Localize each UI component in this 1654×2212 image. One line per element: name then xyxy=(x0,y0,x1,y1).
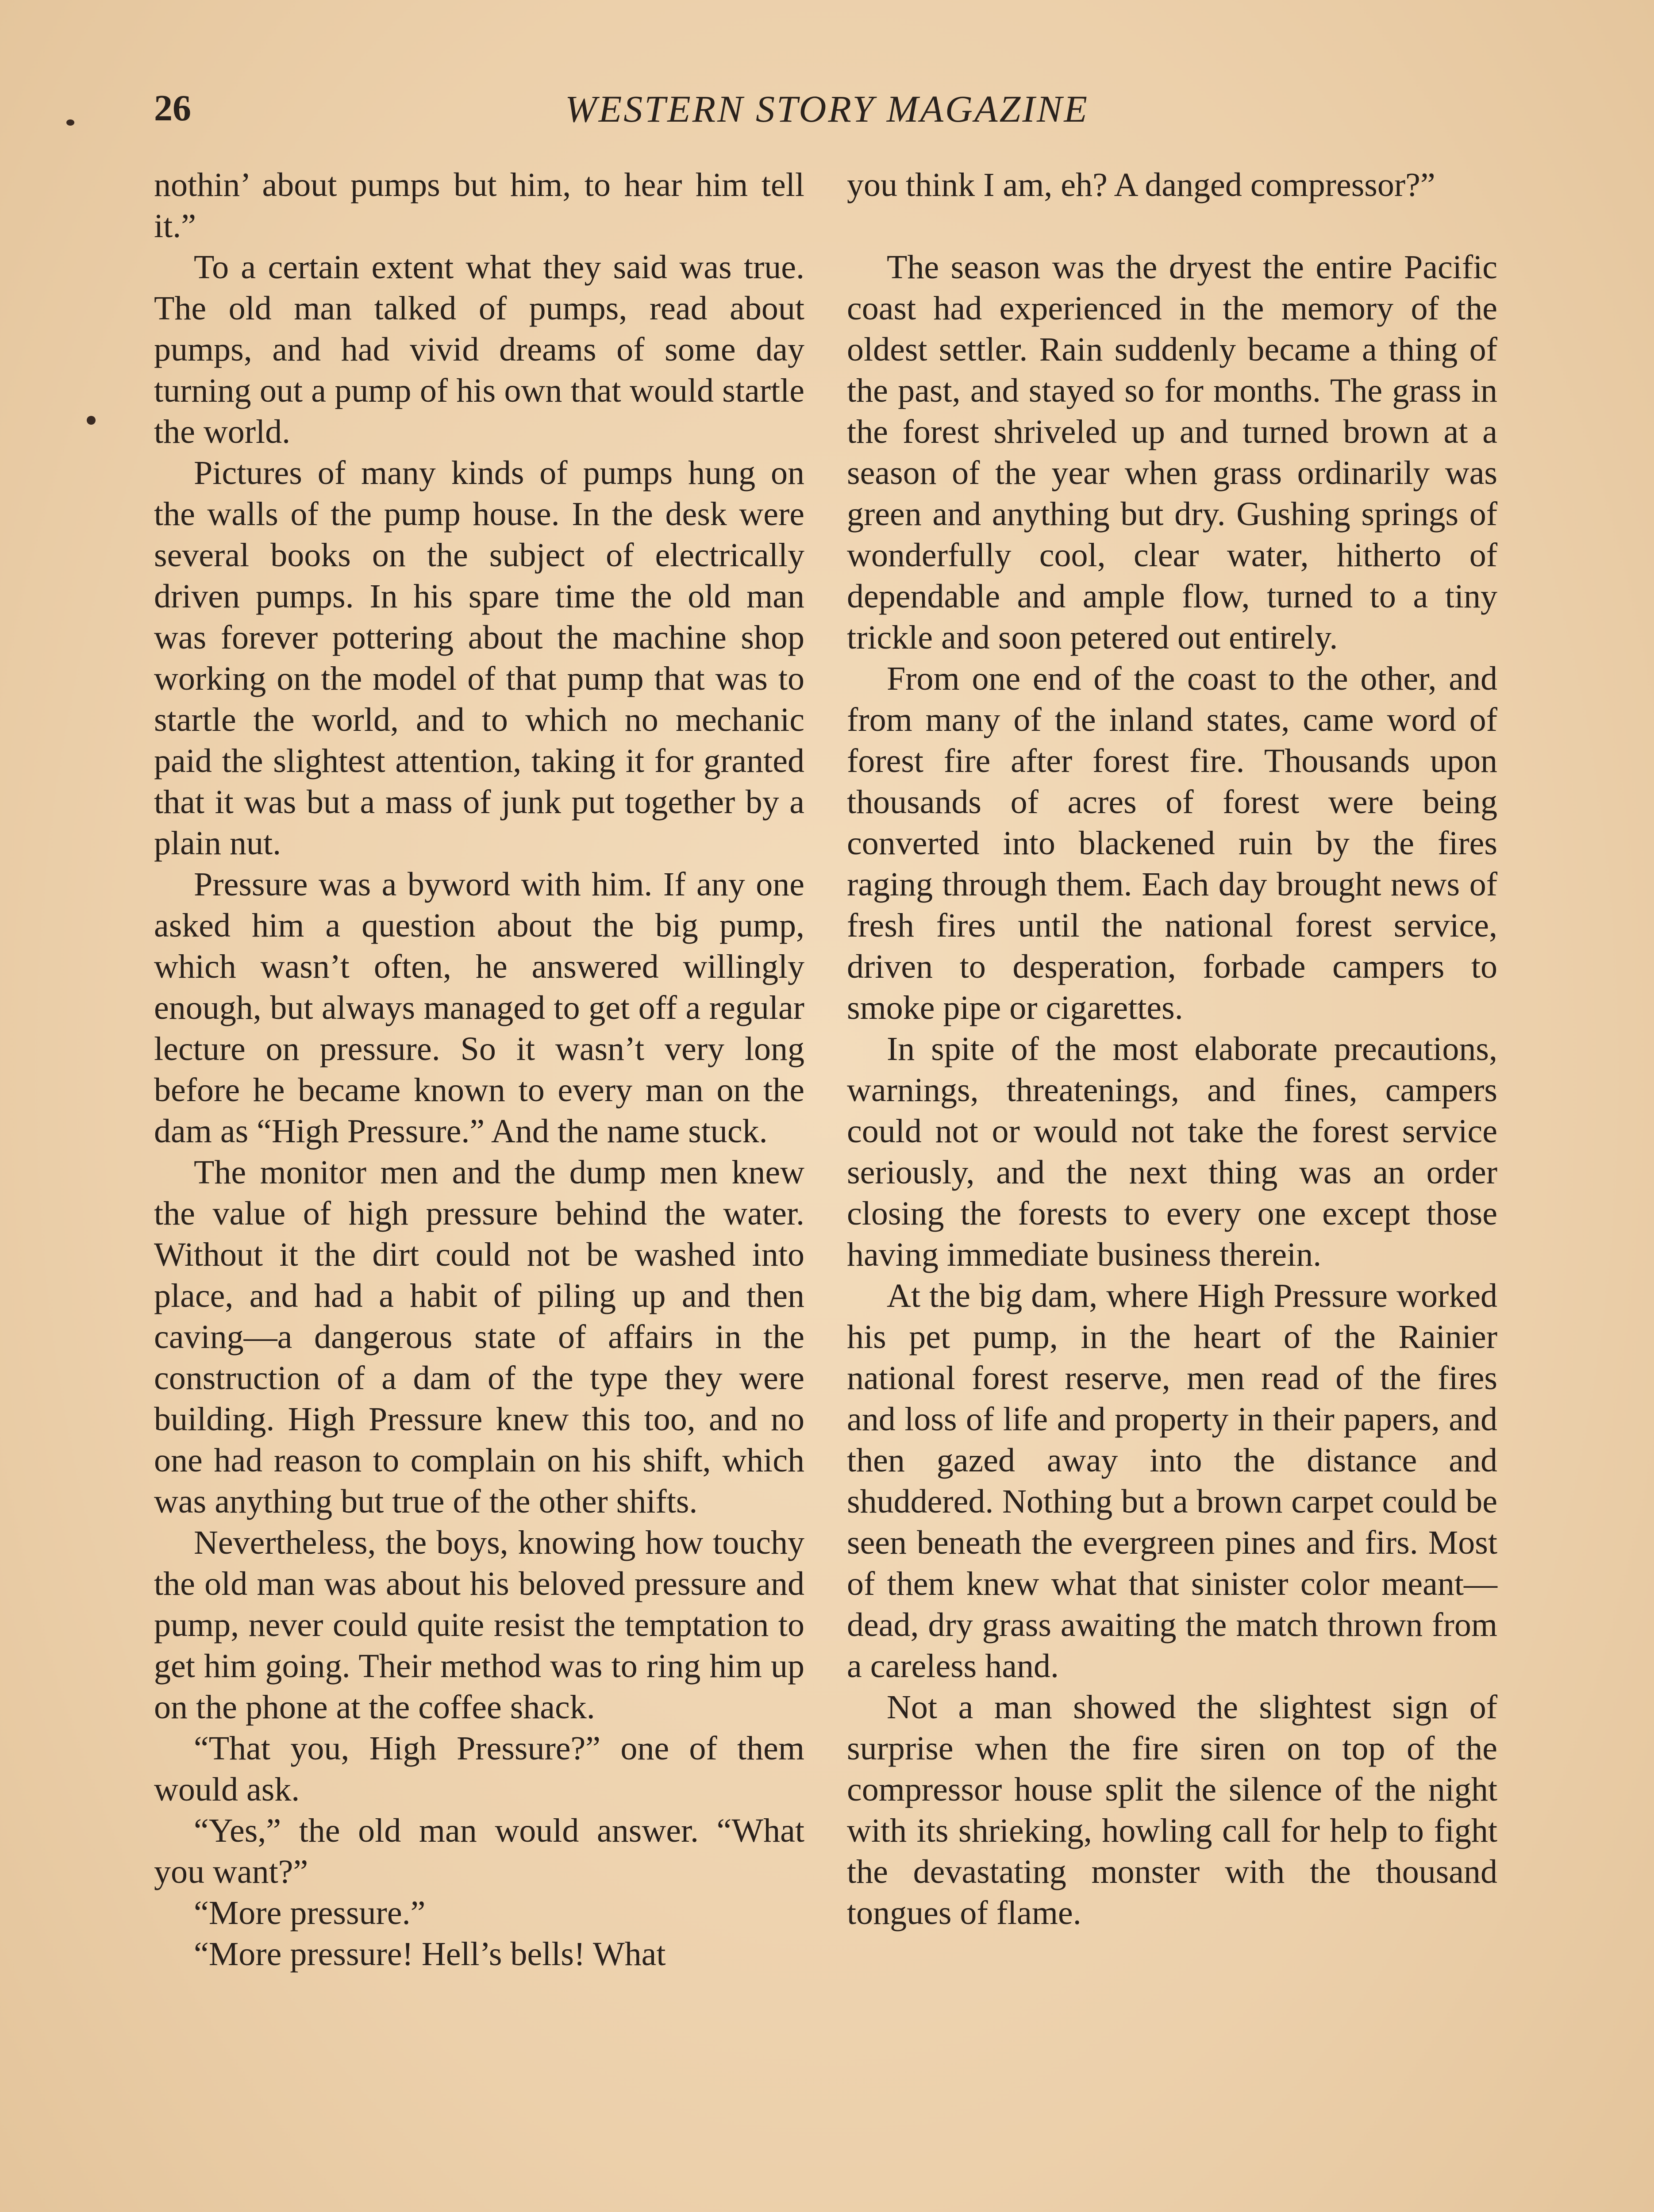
paragraph: Pressure was a byword with him. If any one asked him a question about the big pump, which wasn’t often, he answered willingly enough, but always managed to get off a regular lecture on pressure. So it wasn’t very long before he became known to every man on the dam as “High Pressure.” And the name stuck. xyxy=(154,866,804,1150)
paragraph: Not a man showed the slightest sign of surprise when the fire siren on top of the compressor house split the silence of the night with its shrieking, howling call for help to fight the devastating monster with the thousand tongues of flame. xyxy=(847,1689,1497,1932)
paragraph: In spite of the most elaborate precautions, warnings, threatenings, and fines, campers could not or would not take the forest service seriously, and the next thing was an order closing the forests to every one except those having immediate business therein. xyxy=(847,1030,1497,1273)
paragraph: The monitor men and the dump men knew the value of high pressure behind the water. Without it the dirt could not be washed into place, and had a habit of piling up and then caving—a dangerous state of affairs in the construction of a dam of the type they were building. High Pressure knew this too, and no one had reason to complain on his shift, which was anything but true of the other shifts. xyxy=(154,1154,804,1520)
paragraph: Pictures of many kinds of pumps hung on the walls of the pump house. In the desk were several books on the subject of electrically driven pumps. In his spare time the old man was forever pottering about the machine shop working on the model of that pump that was to startle the world, and to which no mechanic paid the slightest attention, taking it for granted that it was but a mass of junk put together by a plain nut. xyxy=(154,454,804,862)
paragraph: From one end of the coast to the other, and from many of the inland states, came word of forest fire after forest fire. Thousands upon thousands of acres of forest were being converted into blackened ruin by the fires raging through them. Each day brought news of fresh fires until the national forest service, driven to desperation, forbade campers to smoke pipe or cigarettes. xyxy=(847,660,1497,1026)
paragraph: At the big dam, where High Pressure worked his pet pump, in the heart of the Rainier national forest reserve, men read of the fires and loss of life and property in their papers, and then gazed away into the distance and shuddered. Nothing but a brown carpet could be seen beneath the evergreen pines and firs. Most of them knew what that sinister color meant—dead, dry grass awaiting the match thrown from a careless hand. xyxy=(847,1277,1497,1685)
paragraph: “Yes,” the old man would answer. “What you want?” xyxy=(154,1812,804,1890)
running-title: WESTERN STORY MAGAZINE xyxy=(565,88,1089,130)
paper-speck xyxy=(87,416,96,425)
paragraph: “More pressure.” xyxy=(194,1894,426,1932)
paragraph: The season was the dryest the entire Pacific coast had experienced in the memory of the oldest settler. Rain suddenly became a thing of the past, and stayed so for months. The grass in the forest shriveled up and turned brown at a season of the year when grass ordinarily was green and anything but dry. Gushing springs of wonderfully cool, clear water, hitherto of dependable and ample flow, turned to a tiny trickle and soon petered out entirely. xyxy=(847,249,1497,656)
paragraph: nothin’ about pumps but him, to hear him tell it.” xyxy=(154,166,804,245)
paragraph: Nevertheless, the boys, knowing how touchy the old man was about his beloved pressure and pump, never could quite resist the temptation to get him going. Their method was to ring him up on the phone at the coffee shack. xyxy=(154,1524,804,1726)
left-column xyxy=(154,165,804,1975)
paragraph: “More pressure! Hell’s bells! What xyxy=(194,1936,666,1973)
paragraph: To a certain extent what they said was true. The old man talked of pumps, read about pumps, and had vivid dreams of some day turning out a pump of his own that would startle the world. xyxy=(154,249,804,450)
paper-speck xyxy=(66,119,74,126)
paragraph: “That you, High Pressure?” one of them would ask. xyxy=(154,1730,804,1808)
page-number: 26 xyxy=(154,88,191,129)
paragraph: you think I am, eh? A danged compressor?” xyxy=(847,166,1435,204)
right-column xyxy=(847,165,1497,1934)
